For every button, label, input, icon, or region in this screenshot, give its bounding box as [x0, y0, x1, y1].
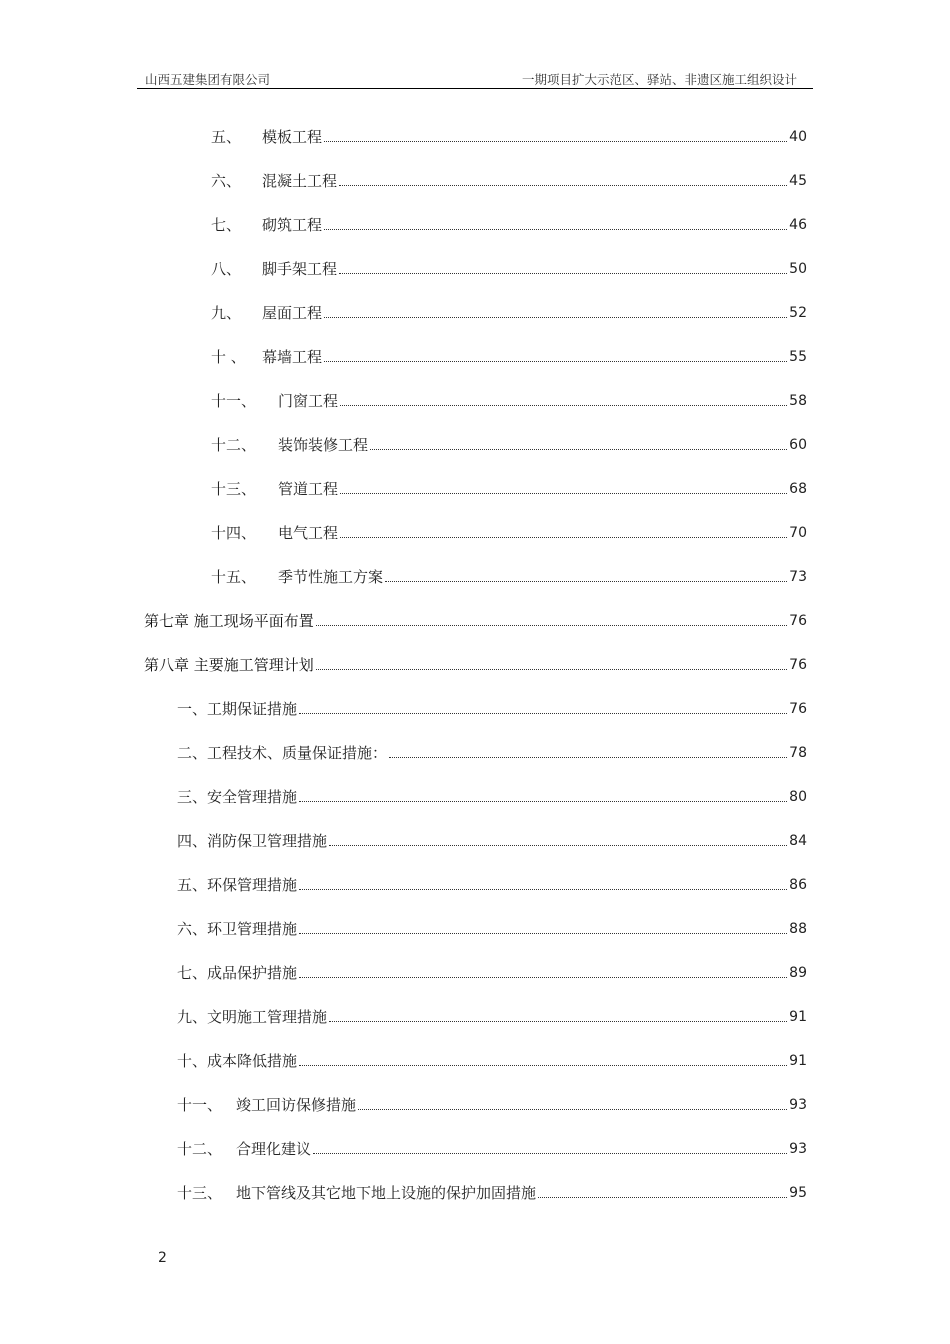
toc-entry-page: 78	[789, 745, 807, 761]
toc-entry-page: 45	[789, 173, 807, 189]
toc-entry-page: 88	[789, 921, 807, 937]
toc-entry-title: 三、安全管理措施	[177, 788, 298, 806]
toc-entry-title: 十、成本降低措施	[177, 1052, 298, 1070]
toc-leader	[299, 713, 787, 714]
toc-entry-title: 混凝土工程	[262, 172, 338, 190]
toc-entry-title: 装饰装修工程	[278, 436, 369, 454]
toc-entry[interactable]	[211, 390, 807, 412]
toc-entry[interactable]	[177, 1050, 807, 1072]
toc-leader	[313, 1153, 787, 1154]
toc-entry[interactable]	[177, 786, 807, 808]
header-document-title: 一期项目扩大示范区、驿站、非遗区施工组织设计	[521, 72, 797, 87]
toc-entry-page: 93	[789, 1141, 807, 1157]
toc-leader	[329, 845, 787, 846]
toc-leader	[370, 449, 787, 450]
toc-entry-page: 50	[789, 261, 807, 277]
toc-leader	[389, 757, 787, 758]
toc-entry-title: 幕墙工程	[262, 348, 323, 366]
page-header	[137, 70, 813, 89]
toc-entry-page: 52	[789, 305, 807, 321]
toc-entry-page: 95	[789, 1185, 807, 1201]
toc-entry-page: 76	[789, 701, 807, 717]
toc-entry[interactable]	[211, 434, 807, 456]
toc-entry-title: 屋面工程	[262, 304, 323, 322]
toc-entry-title: 门窗工程	[278, 392, 339, 410]
toc-entry-title: 模板工程	[262, 128, 323, 146]
toc-entry-page: 84	[789, 833, 807, 849]
toc-entry-title: 四、消防保卫管理措施	[177, 832, 328, 850]
toc-entry-title: 一、工期保证措施	[177, 700, 298, 718]
toc-entry-page: 91	[789, 1009, 807, 1025]
toc-entry[interactable]	[177, 962, 807, 984]
toc-leader	[358, 1109, 787, 1110]
toc-entry-title: 二、工程技术、质量保证措施：	[177, 744, 388, 762]
toc-entry-page: 76	[789, 613, 807, 629]
toc-entry-title: 脚手架工程	[262, 260, 338, 278]
toc-entry-number: 十三、	[177, 1184, 223, 1202]
toc-leader	[324, 141, 787, 142]
toc-leader	[538, 1197, 787, 1198]
toc-entry-number: 八、	[211, 260, 242, 278]
toc-entry-title: 季节性施工方案	[278, 568, 384, 586]
toc-entry-title: 电气工程	[278, 524, 339, 542]
toc-entry[interactable]	[211, 478, 807, 500]
toc-entry[interactable]	[211, 126, 807, 148]
toc-leader	[340, 537, 787, 538]
toc-entry[interactable]	[177, 1182, 807, 1204]
toc-leader	[385, 581, 787, 582]
toc-leader	[340, 493, 787, 494]
toc-entry[interactable]	[211, 302, 807, 324]
toc-entry-number: 十二、	[211, 436, 257, 454]
toc-entry-number: 十 、	[211, 348, 246, 366]
toc-entry-number: 五、	[211, 128, 242, 146]
toc-entry[interactable]	[177, 830, 807, 852]
toc-entry[interactable]	[211, 346, 807, 368]
toc-entry[interactable]	[177, 1094, 807, 1116]
toc-entry-number: 十一、	[211, 392, 257, 410]
toc-entry-page: 55	[789, 349, 807, 365]
toc-entry[interactable]	[211, 522, 807, 544]
toc-entry[interactable]	[177, 874, 807, 896]
header-company: 山西五建集团有限公司	[145, 72, 271, 87]
toc-leader	[324, 229, 787, 230]
toc-entry-page: 80	[789, 789, 807, 805]
toc-leader	[339, 185, 787, 186]
toc-entry[interactable]	[211, 566, 807, 588]
toc-entry-page: 58	[789, 393, 807, 409]
toc-entry-page: 76	[789, 657, 807, 673]
toc-leader	[316, 669, 787, 670]
toc-entry[interactable]	[177, 742, 807, 764]
toc-chapter-entry[interactable]	[144, 654, 807, 676]
toc-entry-number: 十一、	[177, 1096, 223, 1114]
toc-entry-page: 89	[789, 965, 807, 981]
toc-entry-page: 91	[789, 1053, 807, 1069]
toc-leader	[299, 977, 787, 978]
toc-entry-title: 六、环卫管理措施	[177, 920, 298, 938]
toc-entry[interactable]	[177, 1138, 807, 1160]
toc-leader	[299, 1065, 787, 1066]
toc-entry[interactable]	[177, 1006, 807, 1028]
toc-leader	[299, 801, 787, 802]
toc-leader	[324, 361, 787, 362]
toc-entry-title: 地下管线及其它地下地上设施的保护加固措施	[236, 1184, 537, 1202]
toc-entry[interactable]	[211, 214, 807, 236]
toc-entry[interactable]	[211, 170, 807, 192]
toc-entry-number: 十四、	[211, 524, 257, 542]
toc-entry-page: 70	[789, 525, 807, 541]
toc-entry-title: 管道工程	[278, 480, 339, 498]
toc-entry-page: 73	[789, 569, 807, 585]
toc-entry-page: 40	[789, 129, 807, 145]
toc-entry-title: 九、文明施工管理措施	[177, 1008, 328, 1026]
toc-chapter-title: 第七章 施工现场平面布置	[144, 612, 314, 630]
toc-entry-page: 86	[789, 877, 807, 893]
page-number: 2	[158, 1250, 167, 1266]
toc-entry-title: 竣工回访保修措施	[236, 1096, 357, 1114]
toc-entry-title: 五、环保管理措施	[177, 876, 298, 894]
toc-chapter-title: 第八章 主要施工管理计划	[144, 656, 314, 674]
toc-entry-page: 68	[789, 481, 807, 497]
toc-entry-page: 93	[789, 1097, 807, 1113]
toc-entry-number: 六、	[211, 172, 242, 190]
toc-entry-page: 46	[789, 217, 807, 233]
toc-entry-page: 60	[789, 437, 807, 453]
toc-entry-title: 合理化建议	[236, 1140, 312, 1158]
toc-entry-number: 九、	[211, 304, 242, 322]
toc-leader	[316, 625, 787, 626]
toc-leader	[324, 317, 787, 318]
toc-leader	[299, 933, 787, 934]
toc-entry-title: 砌筑工程	[262, 216, 323, 234]
toc-entry-number: 十三、	[211, 480, 257, 498]
toc-entry[interactable]	[211, 258, 807, 280]
toc-chapter-entry[interactable]	[144, 610, 807, 632]
toc-entry-number: 十五、	[211, 568, 257, 586]
toc-entry-number: 七、	[211, 216, 242, 234]
toc-leader	[329, 1021, 787, 1022]
toc-entry-title: 七、成品保护措施	[177, 964, 298, 982]
toc-entry[interactable]	[177, 698, 807, 720]
toc-leader	[340, 405, 787, 406]
toc-leader	[339, 273, 787, 274]
toc-entry[interactable]	[177, 918, 807, 940]
toc-leader	[299, 889, 787, 890]
toc-entry-number: 十二、	[177, 1140, 223, 1158]
